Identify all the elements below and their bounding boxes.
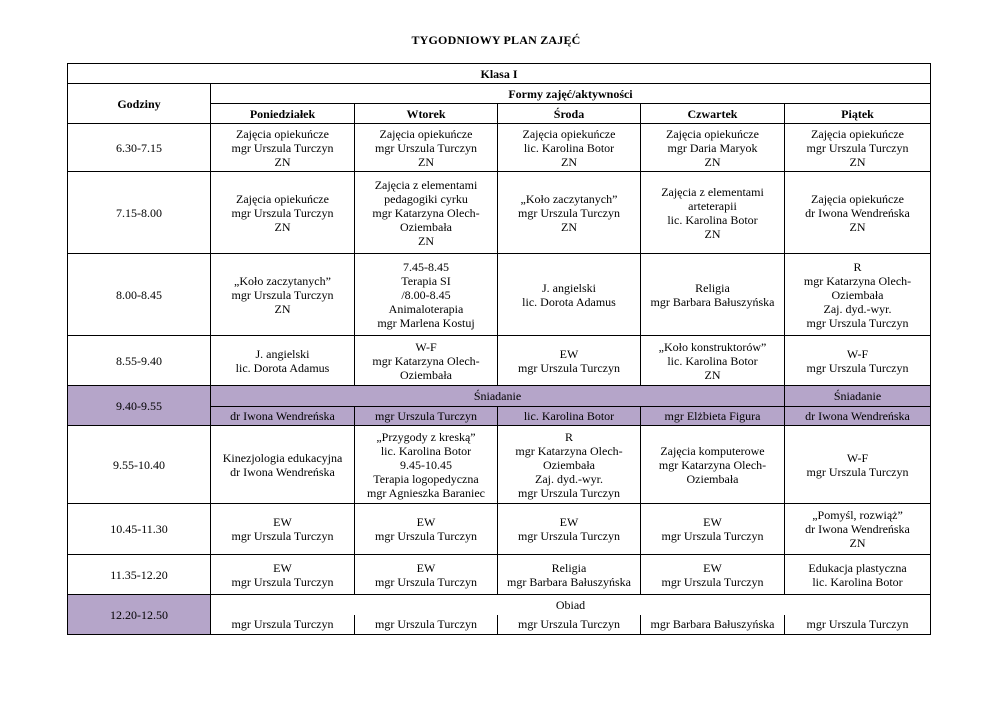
day-header: Piątek bbox=[785, 104, 931, 124]
schedule-cell bbox=[785, 504, 931, 555]
schedule-cell bbox=[641, 124, 785, 172]
cell-text-line: ZN bbox=[704, 226, 721, 241]
cell-text-line: mgr Urszula Turczyn bbox=[661, 574, 764, 589]
meal-teacher: dr Iwona Wendreńska bbox=[211, 407, 355, 426]
schedule-cell bbox=[498, 172, 641, 254]
cell-text-line: Zajęcia opiekuńcze bbox=[236, 191, 329, 206]
cell-text-line: lic. Karolina Botor bbox=[523, 140, 615, 155]
cell-text-line: mgr Urszula Turczyn bbox=[375, 574, 477, 589]
table-row bbox=[68, 504, 931, 555]
cell-text-line: ZN bbox=[418, 233, 434, 248]
cell-text-line: mgr Katarzyna Olech- bbox=[515, 443, 623, 458]
cell-text-line: Edukacja plastyczna bbox=[808, 560, 907, 575]
schedule-cell bbox=[355, 426, 498, 504]
cell-text-line: pedagogiki cyrku bbox=[384, 191, 468, 206]
cell-text-line: W-F bbox=[415, 339, 437, 354]
cell-text-line: Zajęcia opiekuńcze bbox=[666, 126, 759, 141]
cell-text-line: mgr Barbara Bałuszyńska bbox=[507, 574, 631, 589]
schedule-cell bbox=[641, 254, 785, 336]
cell-text-line: mgr Urszula Turczyn bbox=[231, 529, 334, 543]
cell-text-line: lic. Karolina Botor bbox=[380, 443, 472, 458]
schedule-cell bbox=[785, 336, 931, 386]
schedule-cell bbox=[641, 504, 785, 555]
meal-row bbox=[68, 386, 931, 407]
time-cell: 12.20-12.50 bbox=[68, 595, 211, 635]
schedule-cell bbox=[498, 426, 641, 504]
schedule-cell bbox=[211, 426, 355, 504]
meal-teacher: mgr Urszula Turczyn bbox=[785, 615, 931, 635]
table-row bbox=[68, 555, 931, 595]
cell-text-line: Zajęcia opiekuńcze bbox=[236, 126, 329, 141]
cell-text-line: Zaj. dyd.-wyr. bbox=[535, 471, 603, 486]
meal-teacher: mgr Barbara Bałuszyńska bbox=[641, 615, 785, 635]
time-cell: 7.15-8.00 bbox=[68, 172, 211, 254]
cell-text-line: mgr Marlena Kostuj bbox=[377, 315, 475, 330]
cell-text-line: Zajęcia z elementami bbox=[374, 177, 478, 192]
cell-text-line: Zajęcia opiekuńcze bbox=[811, 191, 904, 206]
time-cell: 10.45-11.30 bbox=[68, 504, 211, 555]
schedule-cell bbox=[785, 426, 931, 504]
cell-text-line: mgr Urszula Turczyn bbox=[661, 529, 764, 543]
meal-teacher: mgr Urszula Turczyn bbox=[498, 615, 641, 635]
schedule-cell bbox=[498, 336, 641, 386]
schedule-cell bbox=[211, 254, 355, 336]
schedule-cell bbox=[211, 172, 355, 254]
cell-text-line: Animaloterapia bbox=[388, 301, 464, 316]
cell-text-line: mgr Urszula Turczyn bbox=[231, 287, 334, 302]
cell-text-line: EW bbox=[559, 515, 579, 529]
schedule-cell bbox=[355, 124, 498, 172]
cell-text-line: mgr Urszula Turczyn bbox=[518, 485, 620, 500]
schedule-cell bbox=[211, 124, 355, 172]
schedule-cell bbox=[785, 172, 931, 254]
cell-text-line: EW bbox=[273, 560, 292, 575]
cell-text-line: mgr Urszula Turczyn bbox=[518, 360, 620, 375]
cell-text-line: ZN bbox=[849, 536, 866, 550]
breakfast-label: Śniadanie bbox=[211, 386, 785, 407]
cell-text-line: R bbox=[564, 429, 573, 444]
table-row bbox=[68, 172, 931, 254]
cell-text-line: EW bbox=[416, 515, 436, 529]
schedule-cell bbox=[785, 555, 931, 595]
cell-text-line: ZN bbox=[561, 219, 577, 234]
schedule-cell bbox=[641, 336, 785, 386]
schedule-cell bbox=[641, 172, 785, 254]
cell-text-line: dr Iwona Wendreńska bbox=[230, 464, 335, 479]
cell-text-line: mgr Urszula Turczyn bbox=[518, 529, 620, 543]
cell-text-line: Terapia SI bbox=[401, 273, 451, 288]
cell-text-line: 9.45-10.45 bbox=[400, 457, 452, 472]
cell-text-line: EW bbox=[703, 515, 722, 529]
table-row bbox=[68, 426, 931, 504]
cell-text-line: Oziembała bbox=[543, 457, 595, 472]
schedule-cell bbox=[355, 555, 498, 595]
time-cell: 9.55-10.40 bbox=[68, 426, 211, 504]
cell-text-line: „Koło konstruktorów” bbox=[658, 339, 767, 354]
cell-text-line: J. angielski bbox=[255, 346, 310, 361]
table-row bbox=[68, 124, 931, 172]
cell-text-line: EW bbox=[273, 515, 292, 529]
cell-text-line: Zajęcia komputerowe bbox=[660, 443, 765, 458]
cell-text-line: Terapia logopedyczna bbox=[373, 471, 479, 486]
cell-text-line: R bbox=[853, 259, 862, 274]
cell-text-line: ZN bbox=[561, 154, 577, 169]
cell-text-line: mgr Urszula Turczyn bbox=[806, 315, 909, 330]
cell-text-line: J. angielski bbox=[542, 280, 596, 295]
cell-text-line: ZN bbox=[849, 219, 866, 234]
meal-teacher: mgr Urszula Turczyn bbox=[355, 407, 498, 426]
schedule-cell bbox=[498, 124, 641, 172]
cell-text-line: Religia bbox=[551, 560, 587, 575]
schedule-cell bbox=[641, 555, 785, 595]
cell-text-line: mgr Katarzyna Olech- bbox=[803, 273, 912, 288]
cell-text-line: mgr Urszula Turczyn bbox=[231, 205, 334, 220]
schedule-cell bbox=[355, 254, 498, 336]
cell-text-line: Zaj. dyd.-wyr. bbox=[823, 301, 892, 316]
cell-text-line: mgr Katarzyna Olech- bbox=[372, 353, 480, 368]
cell-text-line: mgr Agnieszka Baraniec bbox=[367, 485, 485, 500]
cell-text-line: dr Iwona Wendreńska bbox=[805, 205, 910, 220]
cell-text-line: Oziembała bbox=[400, 219, 452, 234]
cell-text-line: „Pomyśl, rozwiąż” bbox=[812, 508, 903, 522]
cell-text-line: mgr Barbara Bałuszyńska bbox=[650, 294, 775, 309]
cell-text-line: „Koło zaczytanych” bbox=[520, 191, 618, 206]
cell-text-line: mgr Urszula Turczyn bbox=[518, 205, 620, 220]
meal-teacher: mgr Elżbieta Figura bbox=[641, 407, 785, 426]
cell-text-line: mgr Urszula Turczyn bbox=[806, 464, 909, 479]
cell-text-line: mgr Daria Maryok bbox=[667, 140, 758, 155]
cell-text-line: W-F bbox=[846, 346, 869, 361]
cell-text-line: ZN bbox=[704, 154, 721, 169]
cell-text-line: lic. Karolina Botor bbox=[667, 212, 758, 227]
cell-text-line: EW bbox=[416, 560, 436, 575]
cell-text-line: lic. Karolina Botor bbox=[812, 574, 903, 589]
time-cell: 8.00-8.45 bbox=[68, 254, 211, 336]
class-header: Klasa I bbox=[68, 64, 931, 84]
meal-teacher: mgr Urszula Turczyn bbox=[211, 615, 355, 635]
cell-text-line: mgr Urszula Turczyn bbox=[231, 140, 334, 155]
cell-text-line: EW bbox=[559, 346, 579, 361]
schedule-cell bbox=[355, 172, 498, 254]
cell-text-line: Zajęcia opiekuńcze bbox=[811, 126, 904, 141]
cell-text-line: EW bbox=[703, 560, 722, 575]
hours-header: Godziny bbox=[68, 84, 211, 124]
cell-text-line: lic. Karolina Botor bbox=[667, 353, 758, 368]
cell-text-line: mgr Urszula Turczyn bbox=[806, 140, 909, 155]
cell-text-line: Zajęcia opiekuńcze bbox=[379, 126, 473, 141]
meal-row bbox=[68, 595, 931, 615]
schedule-cell bbox=[785, 254, 931, 336]
cell-text-line: ZN bbox=[704, 367, 721, 382]
cell-text-line: lic. Dorota Adamus bbox=[235, 360, 330, 375]
cell-text-line: ZN bbox=[849, 154, 866, 169]
table-row bbox=[68, 254, 931, 336]
time-cell: 9.40-9.55 bbox=[68, 386, 211, 426]
schedule-cell bbox=[641, 426, 785, 504]
day-header: Poniedziałek bbox=[211, 104, 355, 124]
document-title: TYGODNIOWY PLAN ZAJĘĆ bbox=[411, 33, 581, 47]
schedule-cell bbox=[498, 504, 641, 555]
schedule-cell bbox=[498, 254, 641, 336]
cell-text-line: mgr Urszula Turczyn bbox=[375, 140, 477, 155]
schedule-table bbox=[67, 63, 931, 635]
day-header: Środa bbox=[498, 104, 641, 124]
cell-text-line: W-F bbox=[846, 450, 869, 465]
cell-text-line: „Przygody z kreską” bbox=[376, 429, 476, 444]
time-cell: 8.55-9.40 bbox=[68, 336, 211, 386]
day-header: Czwartek bbox=[641, 104, 785, 124]
cell-text-line: arteterapii bbox=[688, 198, 737, 213]
cell-text-line: /8.00-8.45 bbox=[401, 287, 451, 302]
schedule-cell bbox=[211, 504, 355, 555]
meal-teacher: dr Iwona Wendreńska bbox=[785, 407, 931, 426]
schedule-cell bbox=[355, 504, 498, 555]
cell-text-line: Oziembała bbox=[400, 367, 452, 382]
meal-teacher: mgr Urszula Turczyn bbox=[355, 615, 498, 635]
schedule-cell bbox=[211, 336, 355, 386]
cell-text-line: mgr Katarzyna Olech- bbox=[372, 205, 480, 220]
schedule-cell bbox=[355, 336, 498, 386]
cell-text-line: Oziembała bbox=[686, 471, 739, 486]
breakfast-label: Śniadanie bbox=[785, 386, 931, 407]
cell-text-line: ZN bbox=[274, 301, 291, 316]
time-cell: 6.30-7.15 bbox=[68, 124, 211, 172]
cell-text-line: Kinezjologia edukacyjna bbox=[222, 450, 343, 465]
cell-text-line: mgr Urszula Turczyn bbox=[231, 574, 334, 589]
lunch-label: Obiad bbox=[211, 595, 931, 615]
schedule-cell bbox=[498, 555, 641, 595]
cell-text-line: ZN bbox=[274, 219, 291, 234]
cell-text-line: Zajęcia opiekuńcze bbox=[522, 126, 616, 141]
cell-text-line: 7.45-8.45 bbox=[403, 259, 449, 274]
cell-text-line: Oziembała bbox=[831, 287, 884, 302]
cell-text-line: mgr Katarzyna Olech- bbox=[658, 457, 767, 472]
table-row bbox=[68, 336, 931, 386]
cell-text-line: lic. Dorota Adamus bbox=[522, 294, 616, 309]
cell-text-line: mgr Urszula Turczyn bbox=[806, 360, 909, 375]
cell-text-line: ZN bbox=[418, 154, 434, 169]
day-header: Wtorek bbox=[355, 104, 498, 124]
cell-text-line: „Koło zaczytanych” bbox=[234, 273, 331, 288]
cell-text-line: ZN bbox=[274, 154, 291, 169]
forms-header: Formy zajęć/aktywności bbox=[211, 84, 931, 104]
cell-text-line: dr Iwona Wendreńska bbox=[805, 522, 910, 536]
time-cell: 11.35-12.20 bbox=[68, 555, 211, 595]
schedule-cell bbox=[785, 124, 931, 172]
cell-text-line: mgr Urszula Turczyn bbox=[375, 529, 477, 543]
cell-text-line: Zajęcia z elementami bbox=[661, 184, 764, 199]
schedule-cell bbox=[211, 555, 355, 595]
cell-text-line: Religia bbox=[695, 280, 730, 295]
meal-teacher: lic. Karolina Botor bbox=[498, 407, 641, 426]
